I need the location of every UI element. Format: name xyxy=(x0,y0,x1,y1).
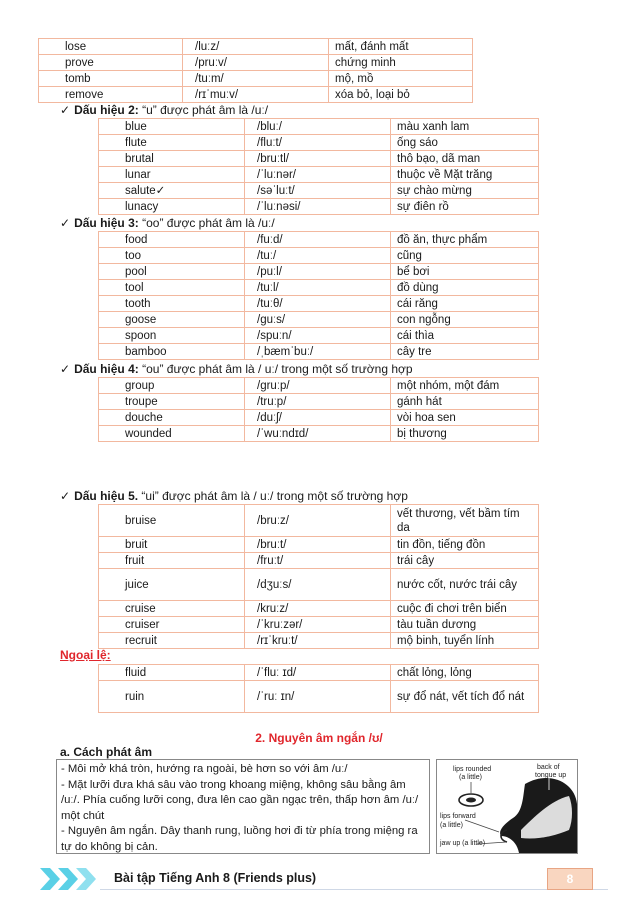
ipa-cell: /rɪˈkruːt/ xyxy=(245,633,391,649)
check-icon: ✓ xyxy=(60,362,71,376)
pronunciation-line: - Nguyên âm ngắn. Dây thanh rung, luồng hơi đi từ phía trong miệng ra tự do không bị cản. xyxy=(61,825,418,853)
ipa-cell: /ˈwuːndɪd/ xyxy=(245,426,391,442)
sign4-label: Dấu hiệu 4: xyxy=(74,362,139,376)
word-cell: juice xyxy=(99,569,245,601)
pronunciation-line: - Môi mở khá tròn, hướng ra ngoài, bè hơn so với âm /uː/ xyxy=(61,763,348,775)
a-little-label: (a little) xyxy=(459,774,482,781)
meaning-cell: xóa bỏ, loại bỏ xyxy=(329,87,473,103)
meaning-cell: đồ ăn, thực phẩm xyxy=(391,232,539,248)
subsection-a-title: a. Cách phát âm xyxy=(60,745,153,759)
ipa-cell: /ˈluːnəsi/ xyxy=(245,199,391,215)
meaning-cell: con ngỗng xyxy=(391,312,539,328)
jaw-up-label: jaw up (a little) xyxy=(440,840,486,847)
ipa-cell: /tuː/ xyxy=(245,248,391,264)
check-icon: ✓ xyxy=(60,489,71,503)
ipa-cell: /fruːt/ xyxy=(245,553,391,569)
ipa-cell: /bruːtl/ xyxy=(245,151,391,167)
meaning-cell: mộ, mồ xyxy=(329,71,473,87)
table-row xyxy=(99,119,539,135)
ipa-cell: /truːp/ xyxy=(245,394,391,410)
word-cell: douche xyxy=(99,410,245,426)
word-cell: fluid xyxy=(99,665,245,681)
sign4-table xyxy=(98,377,539,442)
table-row xyxy=(99,633,539,649)
pronunciation-box xyxy=(56,759,430,854)
table-row xyxy=(39,71,473,87)
table-row xyxy=(99,183,539,199)
table-row xyxy=(99,394,539,410)
word-cell: cruise xyxy=(99,601,245,617)
table-row xyxy=(99,665,539,681)
word-cell: lose xyxy=(39,39,183,55)
ipa-cell: /bruːt/ xyxy=(245,537,391,553)
ipa-cell: /rɪˈmuːv/ xyxy=(183,87,329,103)
sign5-table xyxy=(98,504,539,649)
ipa-cell: /guːs/ xyxy=(245,312,391,328)
sign2-heading xyxy=(60,103,268,117)
table-row xyxy=(39,55,473,71)
ipa-cell: /spuːn/ xyxy=(245,328,391,344)
meaning-cell: cuộc đi chơi trên biển xyxy=(391,601,539,617)
ipa-cell: /tuːl/ xyxy=(245,280,391,296)
meaning-cell: bị thương xyxy=(391,426,539,442)
table-row xyxy=(99,681,539,713)
word-cell: fruit xyxy=(99,553,245,569)
word-cell: bruit xyxy=(99,537,245,553)
meaning-cell: sự chào mừng xyxy=(391,183,539,199)
word-cell: remove xyxy=(39,87,183,103)
table-row xyxy=(99,199,539,215)
table-row xyxy=(99,553,539,569)
ipa-cell: /luːz/ xyxy=(183,39,329,55)
tongue-up-label: tongue up xyxy=(535,772,567,779)
ipa-cell: /ˈluːnər/ xyxy=(245,167,391,183)
lips-rounded-label: lips rounded xyxy=(453,766,492,773)
section2-title: 2. Nguyên âm ngắn /ʊ/ xyxy=(255,731,383,745)
meaning-cell: mất, đánh mất xyxy=(329,39,473,55)
word-cell: bamboo xyxy=(99,344,245,360)
lips-opening xyxy=(466,798,476,803)
meaning-cell: tàu tuần dương xyxy=(391,617,539,633)
sign3-table xyxy=(98,231,539,360)
word-cell: wounded xyxy=(99,426,245,442)
meaning-cell: ống sáo xyxy=(391,135,539,151)
word-cell: group xyxy=(99,378,245,394)
check-icon: ✓ xyxy=(60,103,71,117)
meaning-cell: chứng minh xyxy=(329,55,473,71)
word-cell: cruiser xyxy=(99,617,245,633)
meaning-cell: sự đổ nát, vết tích đổ nát xyxy=(391,681,539,713)
meaning-cell: bể bơi xyxy=(391,264,539,280)
sign5-heading xyxy=(60,489,408,503)
leader-line xyxy=(465,820,499,832)
word-cell: lunar xyxy=(99,167,245,183)
lips-forward-label: lips forward xyxy=(440,813,476,820)
sign4-text: “ou” được phát âm là / uː/ trong một số trường hợp xyxy=(142,362,413,376)
ipa-cell: /ˈfluː ɪd/ xyxy=(245,665,391,681)
meaning-cell: màu xanh lam xyxy=(391,119,539,135)
exceptions-table xyxy=(98,664,539,713)
word-cell: tomb xyxy=(39,71,183,87)
meaning-cell: một nhóm, một đám xyxy=(391,378,539,394)
ipa-cell: /ˌbæmˈbuː/ xyxy=(245,344,391,360)
table-row xyxy=(99,426,539,442)
table-row xyxy=(99,505,539,537)
ipa-cell: /tuːm/ xyxy=(183,71,329,87)
word-cell: blue xyxy=(99,119,245,135)
meaning-cell: sự điên rồ xyxy=(391,199,539,215)
meaning-cell: nước cốt, nước trái cây xyxy=(391,569,539,601)
table-row xyxy=(99,248,539,264)
word-cell: brutal xyxy=(99,151,245,167)
word-cell: ruin xyxy=(99,681,245,713)
ipa-cell: /ˈkruːzər/ xyxy=(245,617,391,633)
ipa-cell: /dʒuːs/ xyxy=(245,569,391,601)
word-cell: salute✓ xyxy=(99,183,245,199)
ipa-cell: /fuːd/ xyxy=(245,232,391,248)
table-row xyxy=(99,601,539,617)
sign5-text: “ui” được phát âm là / uː/ trong một số trường hợp xyxy=(141,489,408,503)
table-row xyxy=(39,87,473,103)
sign3-label: Dấu hiệu 3: xyxy=(74,216,139,230)
table-row xyxy=(99,312,539,328)
sign4-heading xyxy=(60,362,413,376)
table-row xyxy=(99,378,539,394)
table-row xyxy=(99,296,539,312)
ipa-cell: /bluː/ xyxy=(245,119,391,135)
meaning-cell: thô bạo, dã man xyxy=(391,151,539,167)
check-icon: ✓ xyxy=(60,216,71,230)
meaning-cell: vòi hoa sen xyxy=(391,410,539,426)
exceptions-label: Ngoại lệ: xyxy=(60,648,111,662)
word-cell: prove xyxy=(39,55,183,71)
word-cell: bruise xyxy=(99,505,245,537)
table-row xyxy=(99,537,539,553)
table-row xyxy=(39,39,473,55)
meaning-cell: gánh hát xyxy=(391,394,539,410)
table-row xyxy=(99,569,539,601)
book-title: Bài tập Tiếng Anh 8 (Friends plus) xyxy=(114,871,317,885)
table-row xyxy=(99,328,539,344)
meaning-cell: vết thương, vết bầm tím da xyxy=(391,505,539,537)
mouth-diagram xyxy=(436,759,578,854)
meaning-cell: cái thìa xyxy=(391,328,539,344)
ipa-cell: /tuːθ/ xyxy=(245,296,391,312)
meaning-cell: cái răng xyxy=(391,296,539,312)
ipa-cell: /puːl/ xyxy=(245,264,391,280)
meaning-cell: tin đồn, tiếng đồn xyxy=(391,537,539,553)
table-row xyxy=(99,167,539,183)
table-row xyxy=(99,344,539,360)
ipa-cell: /kruːz/ xyxy=(245,601,391,617)
table-row xyxy=(99,410,539,426)
sign2-text: “u” được phát âm là /uː/ xyxy=(142,103,269,117)
table-row xyxy=(99,617,539,633)
ipa-cell: /ˈruː ɪn/ xyxy=(245,681,391,713)
sign5-label: Dấu hiệu 5. xyxy=(74,489,139,503)
sign2-label: Dấu hiệu 2: xyxy=(74,103,139,117)
meaning-cell: đồ dùng xyxy=(391,280,539,296)
word-cell: pool xyxy=(99,264,245,280)
table-row xyxy=(99,135,539,151)
sign3-text: “oo” được phát âm là /uː/ xyxy=(142,216,275,230)
table-row xyxy=(99,232,539,248)
word-cell: troupe xyxy=(99,394,245,410)
pronunciation-line: - Mặt lưỡi đưa khá sâu vào trong khoang miệng, không sâu bằng âm /uː/. Phía cuống lưỡi cong, đưa lên cao gần ngạc trên, thấp hơn âm /uː/ một chút xyxy=(61,778,419,822)
vowel-table-continued xyxy=(38,38,473,103)
word-cell: lunacy xyxy=(99,199,245,215)
meaning-cell: cây tre xyxy=(391,344,539,360)
word-cell: flute xyxy=(99,135,245,151)
ipa-cell: /səˈluːt/ xyxy=(245,183,391,199)
chevron-right-icon xyxy=(74,868,96,890)
word-cell: food xyxy=(99,232,245,248)
mouth-diagram-svg xyxy=(437,760,577,853)
meaning-cell: mộ binh, tuyển lính xyxy=(391,633,539,649)
table-row xyxy=(99,280,539,296)
table-row xyxy=(99,264,539,280)
meaning-cell: trái cây xyxy=(391,553,539,569)
back-of-label: back of xyxy=(537,764,560,771)
word-cell: recruit xyxy=(99,633,245,649)
a-little-label: (a little) xyxy=(440,822,463,829)
word-cell: tooth xyxy=(99,296,245,312)
ipa-cell: /bruːz/ xyxy=(245,505,391,537)
ipa-cell: /duːʃ/ xyxy=(245,410,391,426)
word-cell: tool xyxy=(99,280,245,296)
sign3-heading xyxy=(60,216,275,230)
word-cell: goose xyxy=(99,312,245,328)
sign2-table xyxy=(98,118,539,215)
word-cell: too xyxy=(99,248,245,264)
footer-divider xyxy=(100,889,608,890)
ipa-cell: /gruːp/ xyxy=(245,378,391,394)
meaning-cell: cũng xyxy=(391,248,539,264)
ipa-cell: /fluːt/ xyxy=(245,135,391,151)
word-cell: spoon xyxy=(99,328,245,344)
meaning-cell: thuộc về Mặt trăng xyxy=(391,167,539,183)
ipa-cell: /pruːv/ xyxy=(183,55,329,71)
meaning-cell: chất lỏng, lỏng xyxy=(391,665,539,681)
table-row xyxy=(99,151,539,167)
page-number: 8 xyxy=(547,868,593,890)
